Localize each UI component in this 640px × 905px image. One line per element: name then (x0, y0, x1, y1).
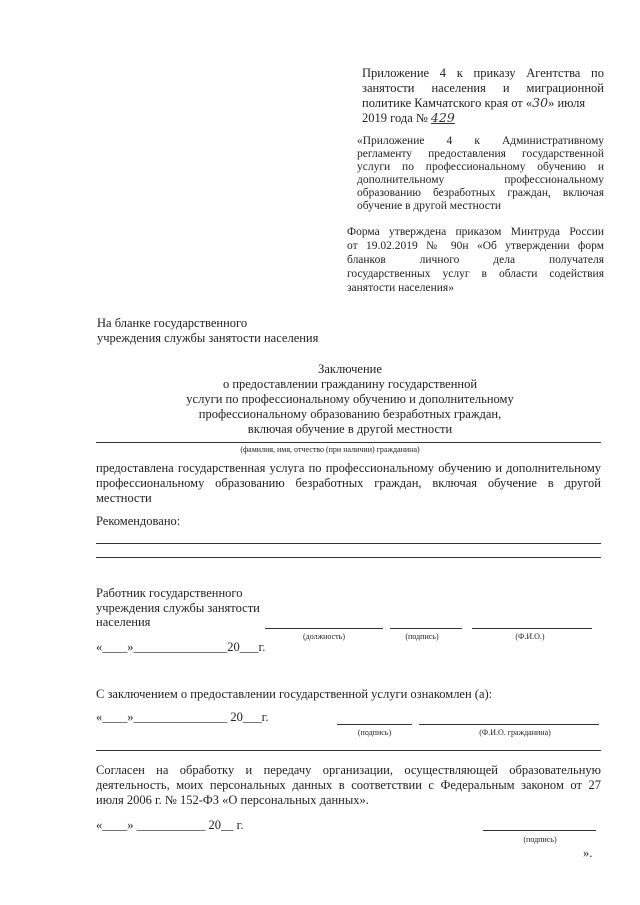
acquainted-text: С заключением о предоставлении государственной услуги ознакомлен (а): (96, 687, 493, 701)
appendix-line-3: политике Камчатского края от «30» июля (362, 95, 586, 110)
appendix-line-2: занятости населения и миграционной (362, 81, 604, 95)
consent-line-2: деятельность, моих персональных данных в соответствии с Федеральным законом от 27 (96, 778, 601, 792)
position-line[interactable] (265, 628, 383, 629)
doc-subtitle-4: включая обучение в другой местности (247, 422, 453, 436)
doc-subtitle-3: профессиональному образованию безработных граждан, (198, 407, 502, 421)
date-field-1[interactable]: «____»_______________20___г. (96, 640, 266, 654)
doc-title: Заключение (318, 362, 382, 376)
quote-line-6: обучение в другой местности (357, 200, 502, 212)
body-line-2: профессиональному образованию безработных граждан, включая обучение в другой (96, 476, 601, 490)
quote-line-4: дополнительному профессиональному (357, 174, 604, 186)
consent-line-3: июля 2006 г. № 152-ФЗ «О персональных данных». (96, 793, 369, 807)
separator-line (96, 750, 601, 751)
appendix-line-4: 2019 года № 429 (362, 110, 455, 125)
fio-citizen-line[interactable] (419, 724, 599, 725)
quote-line-3: услуги по профессиональному обучению и (357, 161, 604, 173)
signature-caption-2: (подпись) (357, 728, 392, 737)
form-note-line-4: государственных услуг в области содействия (347, 268, 604, 280)
worker-line-1: Работник государственного (96, 586, 243, 600)
name-field-line[interactable] (96, 442, 601, 443)
signature-line[interactable] (390, 628, 462, 629)
worker-line-3: населения (96, 615, 151, 629)
form-note-line-1: Форма утверждена приказом Минтруда России (347, 226, 604, 238)
signature-caption: (подпись) (405, 632, 439, 641)
fio-line[interactable] (472, 628, 592, 629)
recommended-label: Рекомендовано: (96, 514, 181, 528)
signature-caption-3: (подпись) (523, 835, 557, 844)
form-note-line-5: занятости населения» (347, 282, 454, 294)
position-caption: (должность) (303, 632, 345, 641)
form-note-line-2: от 19.02.2019 № 90н «Об утверждении форм (347, 240, 604, 252)
date-field-2[interactable]: «____»_______________ 20___г. (96, 710, 269, 724)
fio-citizen-caption: (Ф.И.О. гражданина) (479, 728, 551, 737)
recommended-line-2[interactable] (96, 557, 601, 558)
letterhead-line-2: учреждения службы занятости населения (97, 331, 319, 345)
closing-quote: ». (583, 846, 593, 860)
form-note-line-3: бланков личного дела получателя (347, 254, 604, 266)
recommended-line-1[interactable] (96, 543, 601, 544)
worker-line-2: учреждения службы занятости (96, 601, 260, 615)
doc-subtitle-2: услуги по профессиональному обучению и дополнительному (186, 392, 514, 406)
letterhead-line-1: На бланке государственного (97, 316, 248, 330)
appendix-line-1: Приложение 4 к приказу Агентства по (362, 66, 604, 80)
date-field-3[interactable]: «____» ___________ 20__ г. (96, 818, 244, 832)
fio-caption: (Ф.И.О.) (515, 632, 545, 641)
body-line-1: предоставлена государственная услуга по профессиональному обучению и дополнительному (96, 461, 601, 475)
quote-line-2: регламенту предоставления государственной (357, 148, 604, 160)
handwritten-number: 429 (430, 110, 455, 125)
quote-line-1: «Приложение 4 к Административному (357, 135, 604, 147)
name-caption: (фамилия, имя, отчество (при наличии) гражданина) (240, 445, 420, 454)
doc-subtitle-1: о предоставлении гражданину государственной (222, 377, 478, 391)
signature-line-2[interactable] (337, 724, 412, 725)
consent-line-1: Согласен на обработку и передачу организации, осуществляющей образовательную (96, 763, 601, 777)
quote-line-5: образованию безработных граждан, включая (357, 187, 604, 199)
handwritten-day: 30 (532, 95, 549, 110)
body-line-3: местности (96, 491, 152, 505)
signature-line-3[interactable] (483, 830, 596, 831)
